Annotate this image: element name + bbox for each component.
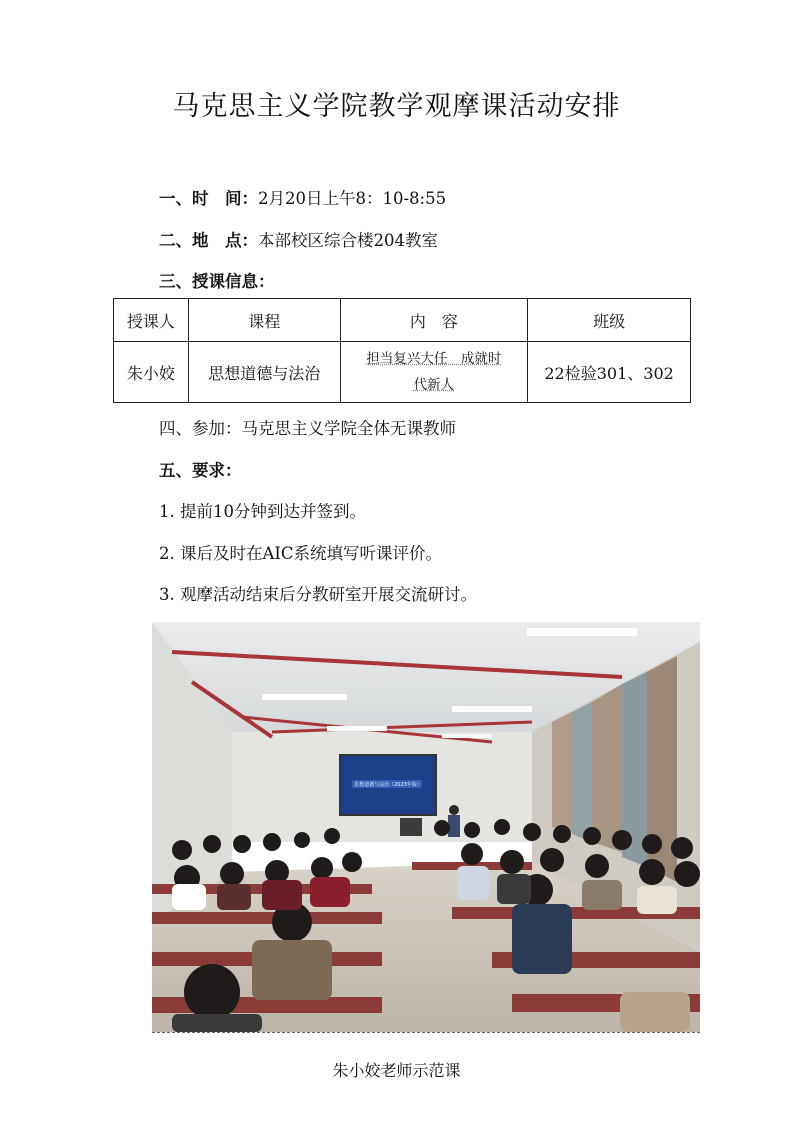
participants-line — [159, 415, 456, 439]
header-class: 班级 — [528, 299, 691, 342]
time-value: 2月20日上午8：10-8:55 — [258, 189, 447, 208]
classroom-photo — [152, 622, 700, 1033]
header-content: 内 容 — [340, 299, 528, 342]
classroom-illustration — [152, 622, 700, 1032]
requirements-label: 五、要求： — [159, 461, 242, 480]
course-info-label: 三、授课信息： — [159, 272, 275, 291]
header-teacher: 授课人 — [114, 299, 189, 342]
course-info-heading — [159, 268, 275, 292]
table-row — [114, 342, 691, 403]
participants-label: 四、参加： — [159, 419, 242, 438]
photo-caption: 朱小姣老师示范课 — [332, 1061, 461, 1080]
cell-course: 思想道德与法治 — [188, 342, 340, 403]
cell-class: 22检验301、302 — [528, 342, 691, 403]
time-line — [159, 185, 446, 209]
course-info-table — [113, 298, 691, 403]
place-line — [159, 227, 438, 251]
requirement-item-2: 2. 课后及时在AIC系统填写听课评价。 — [159, 544, 443, 563]
participants-value: 马克思主义学院全体无课教师 — [241, 419, 456, 438]
table-header-row — [114, 299, 691, 342]
requirements-heading — [159, 457, 242, 481]
header-course: 课程 — [188, 299, 340, 342]
screen-text: 思想道德与法治（2023年版） — [354, 782, 422, 788]
place-label: 二、地 点： — [159, 231, 258, 250]
page-title: 马克思主义学院教学观摩课活动安排 — [172, 91, 621, 122]
content-line-1: 担当复兴大任 成就时 — [366, 351, 502, 367]
place-value: 本部校区综合楼204教室 — [258, 231, 438, 250]
requirement-item-1: 1. 提前10分钟到达并签到。 — [159, 502, 366, 521]
requirement-item-3: 3. 观摩活动结束后分教研室开展交流研讨。 — [159, 585, 477, 604]
cell-teacher: 朱小姣 — [114, 342, 189, 403]
content-line-2: 代新人 — [413, 377, 455, 393]
time-label: 一、时 间： — [159, 189, 258, 208]
cell-content — [340, 342, 528, 403]
